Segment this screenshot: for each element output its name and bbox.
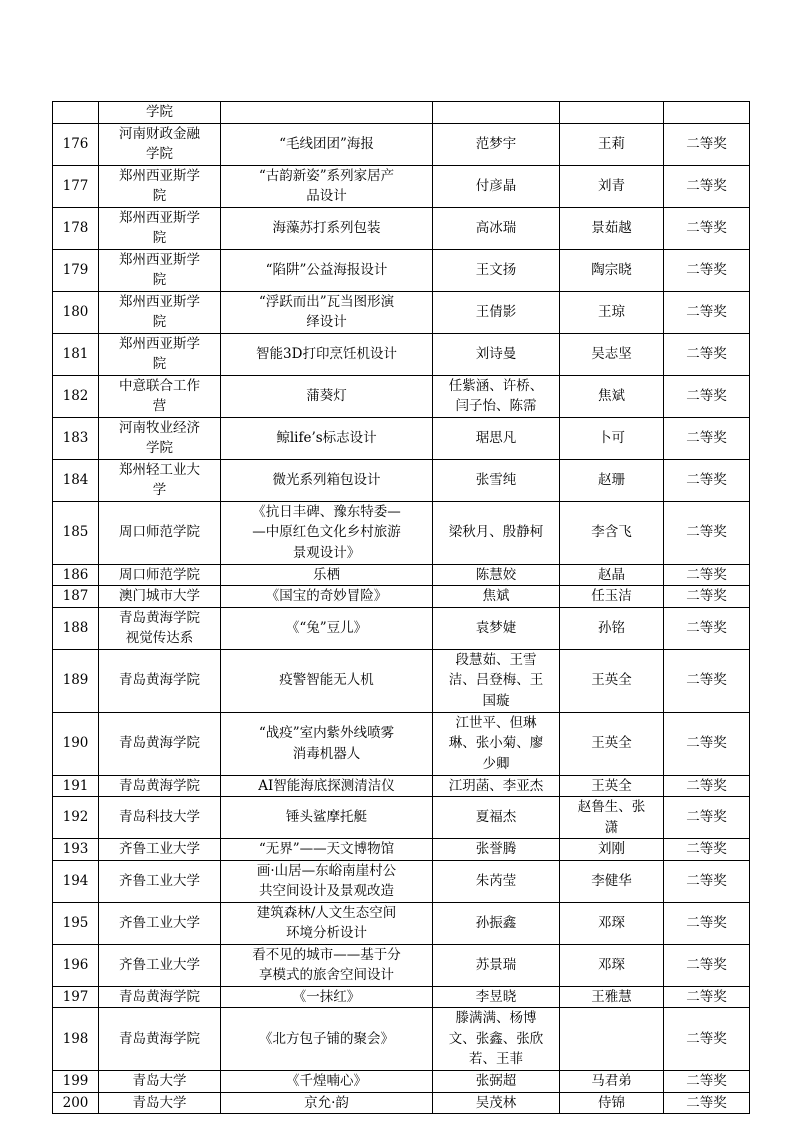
cell-teacher: 吴志坚 xyxy=(560,333,664,375)
cell-teacher: 王英全 xyxy=(560,775,664,797)
cell-author: 刘诗曼 xyxy=(433,333,560,375)
cell-award: 二等奖 xyxy=(664,375,750,417)
cell-teacher: 邓琛 xyxy=(560,902,664,944)
cell-no: 181 xyxy=(53,333,99,375)
cell-work: 建筑森林/人文生态空间 环境分析设计 xyxy=(221,902,433,944)
cell-author: 苏景瑞 xyxy=(433,944,560,986)
cell-school: 青岛黄海学院 xyxy=(99,775,221,797)
table-row xyxy=(53,649,750,712)
cell-author: 高冰瑞 xyxy=(433,207,560,249)
table-row xyxy=(53,165,750,207)
cell-author: 袁梦婕 xyxy=(433,607,560,649)
cell-author: 王倩影 xyxy=(433,291,560,333)
cell-award: 二等奖 xyxy=(664,459,750,501)
cell-author: 孙振鑫 xyxy=(433,902,560,944)
cell-work: 《一抹红》 xyxy=(221,986,433,1008)
cell-no: 189 xyxy=(53,649,99,712)
cell-author: 焦斌 xyxy=(433,586,560,608)
cell-work: 看不见的城市——基于分 享模式的旅舍空间设计 xyxy=(221,944,433,986)
cell-school: 郑州西亚斯学 院 xyxy=(99,207,221,249)
cell-work: AI智能海底探测清洁仪 xyxy=(221,775,433,797)
cell-no: 196 xyxy=(53,944,99,986)
cell-award: 二等奖 xyxy=(664,1071,750,1093)
cell-teacher: 赵珊 xyxy=(560,459,664,501)
cell-no: 192 xyxy=(53,797,99,839)
cell-author: 张雪纯 xyxy=(433,459,560,501)
table-row xyxy=(53,123,750,165)
cell-teacher: 景茹越 xyxy=(560,207,664,249)
cell-teacher: 卜可 xyxy=(560,417,664,459)
cell-school: 郑州西亚斯学 院 xyxy=(99,291,221,333)
cell-award: 二等奖 xyxy=(664,586,750,608)
cell-award: 二等奖 xyxy=(664,797,750,839)
cell-school: 齐鲁工业大学 xyxy=(99,944,221,986)
cell-author: 段慧茹、王雪 洁、吕登梅、王 国璇 xyxy=(433,649,560,712)
cell-work: “战疫”室内紫外线喷雾 消毒机器人 xyxy=(221,712,433,775)
cell-work: 智能3D打印烹饪机设计 xyxy=(221,333,433,375)
cell-teacher: 马君弟 xyxy=(560,1071,664,1093)
cell-teacher: 王琼 xyxy=(560,291,664,333)
cell-teacher: 刘青 xyxy=(560,165,664,207)
table-row xyxy=(53,375,750,417)
table-row xyxy=(53,986,750,1008)
table-row xyxy=(53,607,750,649)
cell-award: 二等奖 xyxy=(664,860,750,902)
cell-work: 海藻苏打系列包装 xyxy=(221,207,433,249)
cell-teacher: 王英全 xyxy=(560,649,664,712)
cell-award: 二等奖 xyxy=(664,839,750,861)
cell-school: 青岛科技大学 xyxy=(99,797,221,839)
cell-teacher xyxy=(560,1008,664,1071)
cell-no: 183 xyxy=(53,417,99,459)
cell-no: 180 xyxy=(53,291,99,333)
table-row xyxy=(53,459,750,501)
cell-no: 185 xyxy=(53,501,99,564)
cell-author: 江世平、但琳 琳、张小菊、廖 少卿 xyxy=(433,712,560,775)
table-row xyxy=(53,712,750,775)
cell-author: 梁秋月、殷静柯 xyxy=(433,501,560,564)
table-row xyxy=(53,586,750,608)
cell-author: 朱芮莹 xyxy=(433,860,560,902)
awards-table xyxy=(52,101,750,1114)
cell-school: 郑州西亚斯学 院 xyxy=(99,165,221,207)
cell-award: 二等奖 xyxy=(664,564,750,586)
cell-school: 青岛大学 xyxy=(99,1092,221,1114)
cell-school: 齐鲁工业大学 xyxy=(99,839,221,861)
cell-award: 二等奖 xyxy=(664,123,750,165)
cell-work: 《“兔”豆儿》 xyxy=(221,607,433,649)
cell-teacher: 任玉洁 xyxy=(560,586,664,608)
cell-teacher xyxy=(560,102,664,124)
cell-work: “陷阱”公益海报设计 xyxy=(221,249,433,291)
cell-no: 199 xyxy=(53,1071,99,1093)
cell-author: 江玥菡、李亚杰 xyxy=(433,775,560,797)
cell-school: 青岛黄海学院 视觉传达系 xyxy=(99,607,221,649)
cell-no: 176 xyxy=(53,123,99,165)
cell-work: 《千煌喃心》 xyxy=(221,1071,433,1093)
table-row xyxy=(53,1008,750,1071)
cell-author: 夏福杰 xyxy=(433,797,560,839)
cell-school: 青岛黄海学院 xyxy=(99,1008,221,1071)
cell-author: 李昱晓 xyxy=(433,986,560,1008)
cell-no: 188 xyxy=(53,607,99,649)
cell-award: 二等奖 xyxy=(664,1092,750,1114)
cell-award: 二等奖 xyxy=(664,417,750,459)
cell-award: 二等奖 xyxy=(664,1008,750,1071)
cell-school: 河南财政金融 学院 xyxy=(99,123,221,165)
cell-no: 182 xyxy=(53,375,99,417)
cell-author: 张弼超 xyxy=(433,1071,560,1093)
cell-award: 二等奖 xyxy=(664,902,750,944)
table-row xyxy=(53,291,750,333)
table-row xyxy=(53,1092,750,1114)
cell-work: 画·山居—东峪南崖村公 共空间设计及景观改造 xyxy=(221,860,433,902)
cell-no: 191 xyxy=(53,775,99,797)
cell-no: 177 xyxy=(53,165,99,207)
cell-school: 郑州轻工业大 学 xyxy=(99,459,221,501)
cell-award: 二等奖 xyxy=(664,944,750,986)
cell-school: 青岛黄海学院 xyxy=(99,986,221,1008)
table-row xyxy=(53,797,750,839)
cell-teacher: 王雅慧 xyxy=(560,986,664,1008)
cell-teacher: 王莉 xyxy=(560,123,664,165)
cell-teacher: 王英全 xyxy=(560,712,664,775)
cell-work: 微光系列箱包设计 xyxy=(221,459,433,501)
cell-award: 二等奖 xyxy=(664,165,750,207)
cell-no: 187 xyxy=(53,586,99,608)
cell-no: 193 xyxy=(53,839,99,861)
cell-author: 王文扬 xyxy=(433,249,560,291)
cell-school: 齐鲁工业大学 xyxy=(99,902,221,944)
table-row xyxy=(53,839,750,861)
cell-school: 齐鲁工业大学 xyxy=(99,860,221,902)
cell-teacher: 李健华 xyxy=(560,860,664,902)
cell-work: “无界”——天文博物馆 xyxy=(221,839,433,861)
cell-author: 张誉腾 xyxy=(433,839,560,861)
cell-no: 178 xyxy=(53,207,99,249)
cell-no: 198 xyxy=(53,1008,99,1071)
table-row xyxy=(53,1071,750,1093)
cell-school: 青岛黄海学院 xyxy=(99,712,221,775)
table-row xyxy=(53,417,750,459)
table-row xyxy=(53,944,750,986)
cell-school: 澳门城市大学 xyxy=(99,586,221,608)
cell-teacher: 焦斌 xyxy=(560,375,664,417)
cell-author: 吴茂林 xyxy=(433,1092,560,1114)
table-row xyxy=(53,207,750,249)
cell-no: 200 xyxy=(53,1092,99,1114)
cell-work: 《抗日丰碑、豫东特委— —中原红色文化乡村旅游 景观设计》 xyxy=(221,501,433,564)
cell-award: 二等奖 xyxy=(664,333,750,375)
cell-teacher: 刘刚 xyxy=(560,839,664,861)
cell-no: 179 xyxy=(53,249,99,291)
cell-work: 乐栖 xyxy=(221,564,433,586)
cell-work: 蒲葵灯 xyxy=(221,375,433,417)
cell-award: 二等奖 xyxy=(664,649,750,712)
cell-teacher: 陶宗晓 xyxy=(560,249,664,291)
cell-author: 琚思凡 xyxy=(433,417,560,459)
cell-no xyxy=(53,102,99,124)
cell-award: 二等奖 xyxy=(664,207,750,249)
table-row xyxy=(53,860,750,902)
cell-author: 范梦宇 xyxy=(433,123,560,165)
cell-award: 二等奖 xyxy=(664,501,750,564)
cell-work: 京允·韵 xyxy=(221,1092,433,1114)
cell-award: 二等奖 xyxy=(664,986,750,1008)
cell-school: 郑州西亚斯学 院 xyxy=(99,333,221,375)
cell-no: 184 xyxy=(53,459,99,501)
cell-teacher: 侍锦 xyxy=(560,1092,664,1114)
cell-award: 二等奖 xyxy=(664,607,750,649)
cell-work: 锤头鲨摩托艇 xyxy=(221,797,433,839)
table-row xyxy=(53,775,750,797)
cell-no: 197 xyxy=(53,986,99,1008)
cell-award: 二等奖 xyxy=(664,775,750,797)
cell-work: “毛线团团”海报 xyxy=(221,123,433,165)
cell-author xyxy=(433,102,560,124)
cell-school: 青岛大学 xyxy=(99,1071,221,1093)
cell-teacher: 李含飞 xyxy=(560,501,664,564)
table-row xyxy=(53,501,750,564)
cell-no: 195 xyxy=(53,902,99,944)
cell-school: 青岛黄海学院 xyxy=(99,649,221,712)
cell-no: 190 xyxy=(53,712,99,775)
cell-school: 周口师范学院 xyxy=(99,501,221,564)
table-row xyxy=(53,102,750,124)
cell-teacher: 赵鲁生、张 潇 xyxy=(560,797,664,839)
cell-teacher: 赵晶 xyxy=(560,564,664,586)
cell-work: “浮跃而出”瓦当图形演 绎设计 xyxy=(221,291,433,333)
cell-author: 陈慧姣 xyxy=(433,564,560,586)
cell-teacher: 孙铭 xyxy=(560,607,664,649)
cell-work: 鲸life’s标志设计 xyxy=(221,417,433,459)
cell-author: 任紫涵、许桥、 闫子怡、陈霈 xyxy=(433,375,560,417)
cell-teacher: 邓琛 xyxy=(560,944,664,986)
cell-award: 二等奖 xyxy=(664,291,750,333)
cell-school: 郑州西亚斯学 院 xyxy=(99,249,221,291)
cell-school: 中意联合工作 营 xyxy=(99,375,221,417)
cell-work xyxy=(221,102,433,124)
cell-work: “古韵新姿”系列家居产 品设计 xyxy=(221,165,433,207)
cell-work: 疫警智能无人机 xyxy=(221,649,433,712)
cell-no: 186 xyxy=(53,564,99,586)
cell-no: 194 xyxy=(53,860,99,902)
table-row xyxy=(53,333,750,375)
table-row xyxy=(53,902,750,944)
cell-author: 滕满满、杨博 文、张鑫、张欣 若、王菲 xyxy=(433,1008,560,1071)
cell-school: 周口师范学院 xyxy=(99,564,221,586)
cell-author: 付彦晶 xyxy=(433,165,560,207)
cell-work: 《北方包子铺的聚会》 xyxy=(221,1008,433,1071)
table-row xyxy=(53,564,750,586)
cell-award: 二等奖 xyxy=(664,249,750,291)
cell-award: 二等奖 xyxy=(664,712,750,775)
table-row xyxy=(53,249,750,291)
cell-school: 河南牧业经济 学院 xyxy=(99,417,221,459)
cell-award xyxy=(664,102,750,124)
awards-table-body xyxy=(53,102,750,1114)
cell-school: 学院 xyxy=(99,102,221,124)
cell-work: 《国宝的奇妙冒险》 xyxy=(221,586,433,608)
